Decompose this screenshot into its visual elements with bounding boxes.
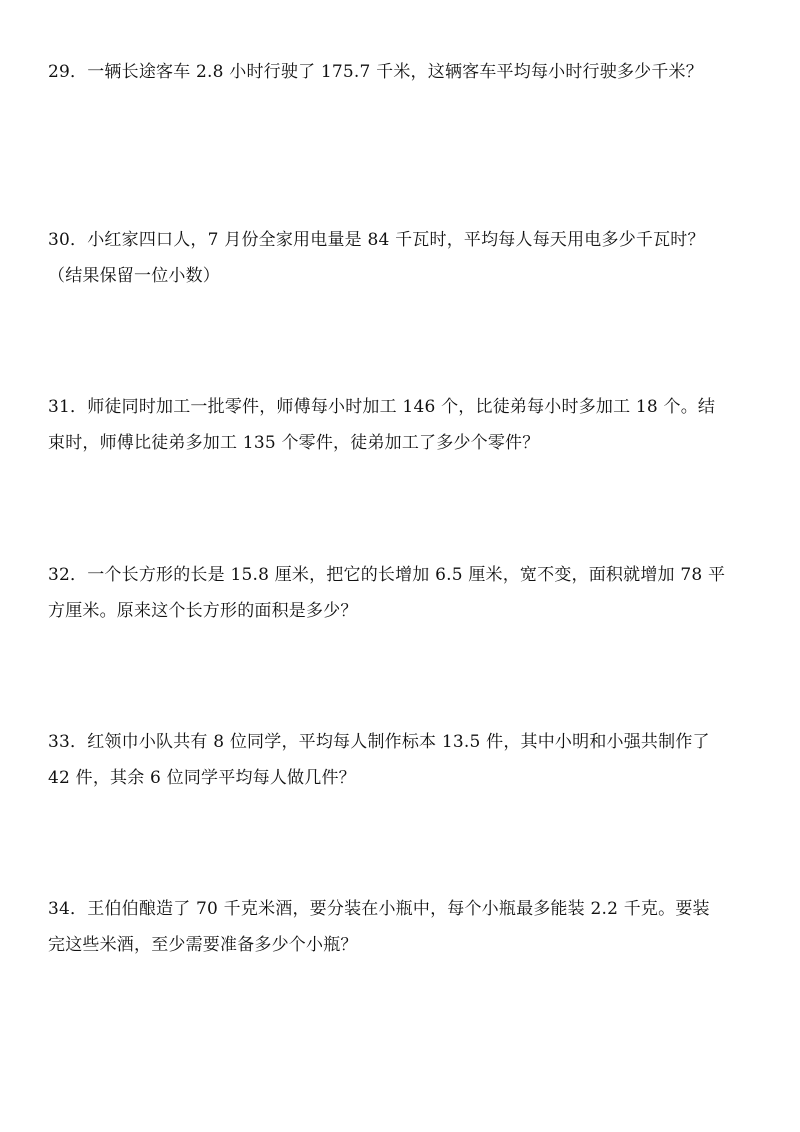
- question-32-line-2: [48, 593, 760, 629]
- question-32: [48, 557, 760, 629]
- question-number: 31．: [48, 397, 88, 417]
- question-30: [48, 222, 760, 294]
- question-31-line-2: [48, 425, 760, 461]
- question-29-line-1: [48, 54, 760, 90]
- question-text: （结果保留一位小数）: [48, 266, 220, 286]
- question-32-line-1: [48, 557, 760, 593]
- question-text: 小红家四口人，7 月份全家用电量是 84 千瓦时，平均每人每天用电多少千瓦时？: [87, 230, 705, 250]
- question-text: 一个长方形的长是 15.8 厘米，把它的长增加 6.5 厘米，宽不变，面积就增加 78 平: [87, 565, 726, 585]
- question-29: [48, 54, 760, 90]
- question-31-line-1: [48, 389, 760, 425]
- question-30-line-1: [48, 222, 760, 258]
- question-number: 30．: [48, 230, 88, 250]
- question-number: 33．: [48, 732, 88, 752]
- question-text: 完这些米酒，至少需要准备多少个小瓶？: [48, 935, 358, 955]
- question-text: 红领巾小队共有 8 位同学，平均每人制作标本 13.5 件，其中小明和小强共制作了: [87, 732, 710, 752]
- question-33-line-2: [48, 760, 760, 796]
- question-number: 29．: [48, 62, 88, 82]
- question-text: 王伯伯酿造了 70 千克米酒，要分装在小瓶中，每个小瓶最多能装 2.2 千克。要装: [87, 899, 710, 919]
- question-33-line-1: [48, 724, 760, 760]
- question-number: 32．: [48, 565, 88, 585]
- question-34-line-2: [48, 927, 760, 963]
- question-31: [48, 389, 760, 461]
- question-34: [48, 891, 760, 963]
- question-text: 师徒同时加工一批零件，师傅每小时加工 146 个，比徒弟每小时多加工 18 个。结: [87, 397, 716, 417]
- question-text: 42 件，其余 6 位同学平均每人做几件？: [48, 768, 356, 788]
- question-text: 方厘米。原来这个长方形的面积是多少？: [48, 601, 358, 621]
- question-33: [48, 724, 760, 796]
- question-number: 34．: [48, 899, 88, 919]
- question-34-line-1: [48, 891, 760, 927]
- question-text: 束时，师傅比徒弟多加工 135 个零件，徒弟加工了多少个零件？: [48, 433, 540, 453]
- question-text: 一辆长途客车 2.8 小时行驶了 175.7 千米，这辆客车平均每小时行驶多少千米？: [87, 62, 703, 82]
- question-30-line-2: [48, 258, 760, 294]
